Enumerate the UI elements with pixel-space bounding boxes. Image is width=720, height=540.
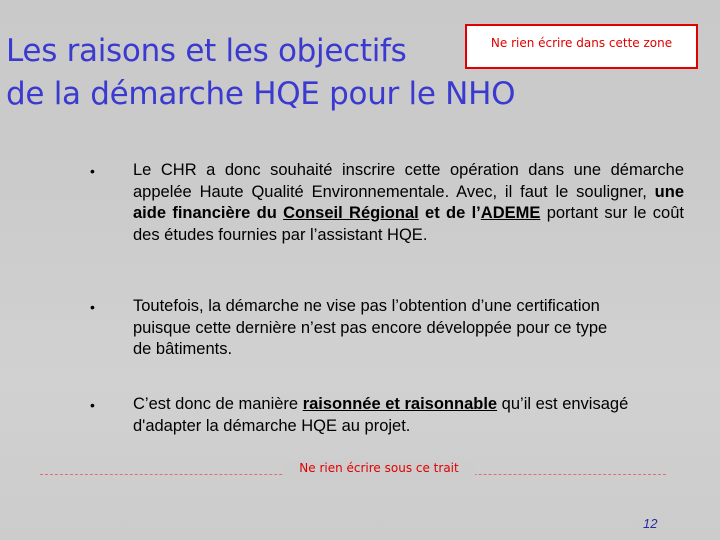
bullet-3-intro: C’est donc de manière <box>133 395 303 413</box>
bullet-marker: • <box>90 163 95 179</box>
bullet-text-2: Toutefois, la démarche ne vise pas l’obtention d’une certification puisque cette dernière n’est pas encore développée pour ce type de bâtiments. <box>133 297 608 358</box>
raisonnee-underlined: raisonnée et raisonnable <box>302 395 498 413</box>
title-line-1: Les raisons et les objectifs <box>6 33 407 69</box>
reserved-zone-notice: Ne rien écrire dans cette zone <box>465 24 698 69</box>
page-number: 12 <box>643 516 658 531</box>
bullet-text-1 <box>133 160 684 246</box>
ademe-underlined: ADEME <box>480 204 541 222</box>
bullet-marker: • <box>90 397 95 413</box>
conseil-regional-underlined: Conseil Régional <box>283 204 419 222</box>
bullet-marker: • <box>90 299 95 315</box>
bullet-3-end: qu’il est envisagé d'adapter la démarche HQE au projet. <box>133 395 629 435</box>
bottom-notice: Ne rien écrire sous ce trait <box>283 461 475 479</box>
title-line-2: de la démarche HQE pour le NHO <box>6 76 516 112</box>
bullet-1-end: portant sur le coût des études fournies par l’assistant HQE. <box>133 204 684 244</box>
bullet-1-funding-text: une aide financière du <box>133 182 684 222</box>
bullet-1-connector: et de l’ <box>418 204 481 222</box>
bullet-1-intro: Le CHR a donc souhaité inscrire cette opération dans une démarche appelée Haute Qualité Environnementale. Avec, il faut le souligner, <box>133 161 684 201</box>
bullet-text-3 <box>133 394 673 437</box>
